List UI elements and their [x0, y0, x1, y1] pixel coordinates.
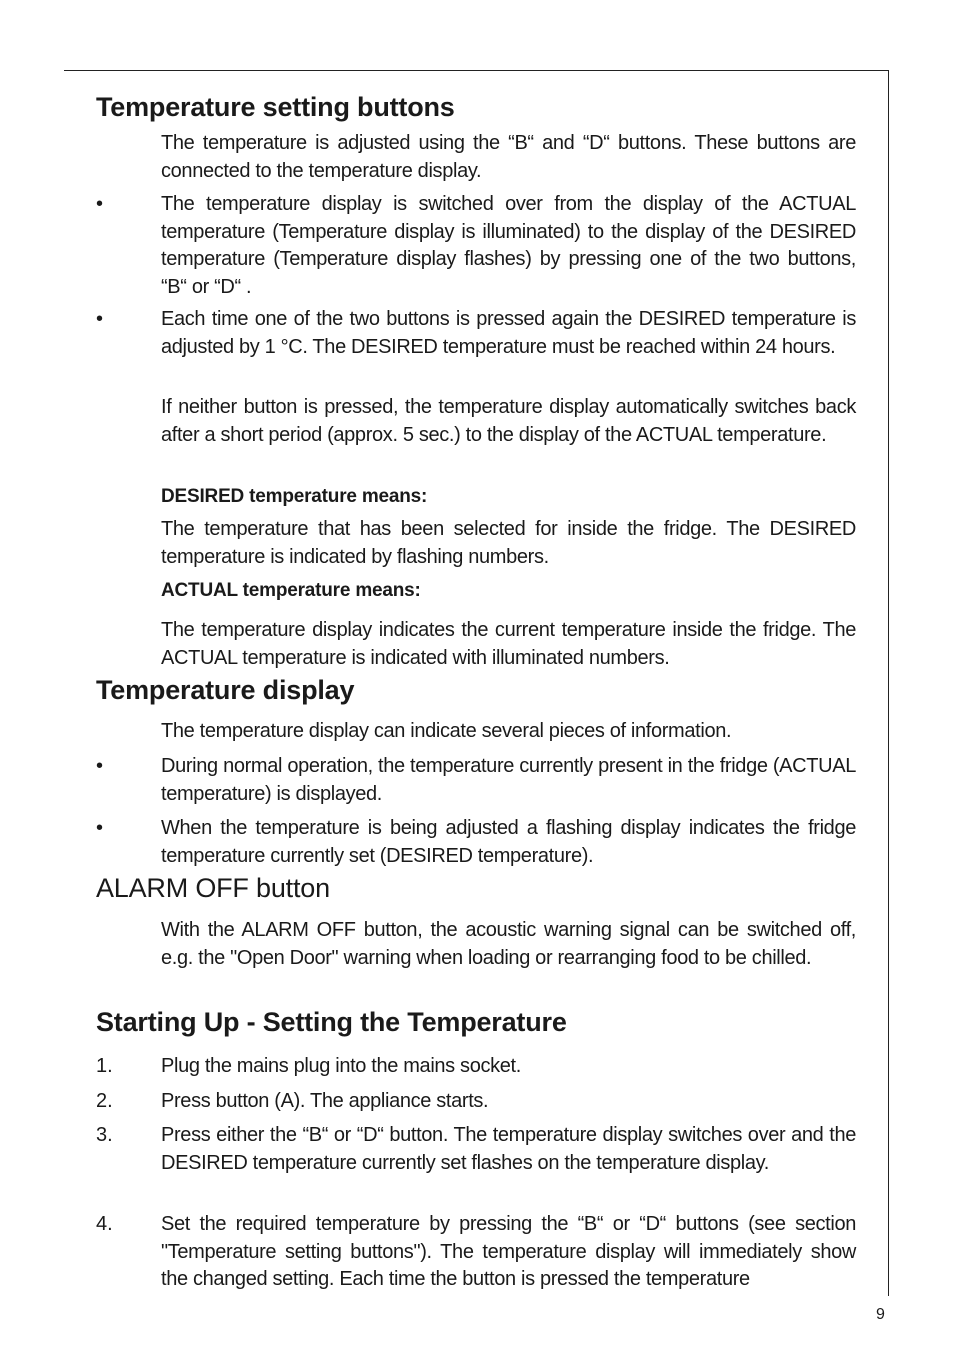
step-number: 4.	[96, 1213, 113, 1235]
bullet-marker: •	[96, 817, 104, 839]
bullet-item: When the temperature is being adjusted a flashing display indicates the fridge temperature currently set (DESIRED temperature).	[161, 817, 856, 867]
bullet-item: The temperature display is switched over from the display of the ACTUAL temperature (Temperature display is illuminated) to the display of the DESIRED temperature (Temperature display flashes) by pressing one of the two buttons, “B“ or “D“ .	[161, 193, 856, 298]
bullet-item: Each time one of the two buttons is pressed again the DESIRED temperature is adjusted by 1 °C. The DESIRED temperature must be reached within 24 hours.	[161, 308, 856, 358]
heading-alarm-off-button: ALARM OFF button	[96, 873, 330, 903]
step-text: Press either the “B“ or “D“ button. The temperature display switches over and the DESIRED temperature currently set flashes on the temperature display.	[161, 1124, 856, 1174]
top-rule	[64, 70, 889, 71]
paragraph-display-intro: The temperature display can indicate several pieces of information.	[161, 720, 732, 742]
heading-temperature-setting-buttons: Temperature setting buttons	[96, 92, 455, 122]
paragraph-auto-switch-back: If neither button is pressed, the temperature display automatically switches back after a short period (approx. 5 sec.) to the display of the ACTUAL temperature.	[161, 396, 856, 446]
paragraph-intro-buttons: The temperature is adjusted using the “B“ and “D“ buttons. These buttons are connected to the temperature display.	[161, 132, 856, 182]
step-text: Plug the mains plug into the mains socket.	[161, 1055, 521, 1077]
step-number: 3.	[96, 1124, 113, 1146]
bullet-marker: •	[96, 308, 104, 330]
bullet-marker: •	[96, 755, 104, 777]
subheading-actual-temperature: ACTUAL temperature means:	[161, 580, 421, 601]
step-text: Press button (A). The appliance starts.	[161, 1090, 489, 1112]
heading-starting-up: Starting Up - Setting the Temperature	[96, 1007, 567, 1037]
paragraph-alarm-off: With the ALARM OFF button, the acoustic warning signal can be switched off, e.g. the "Open Door" warning when loading or rearranging food to be chilled.	[161, 919, 856, 969]
paragraph-actual-temperature: The temperature display indicates the current temperature inside the fridge. The ACTUAL temperature is indicated with illuminated numbers.	[161, 619, 856, 669]
bullet-item: During normal operation, the temperature currently present in the fridge (ACTUAL temperature) is displayed.	[161, 755, 856, 805]
subheading-desired-temperature: DESIRED temperature means:	[161, 486, 428, 507]
step-text: Set the required temperature by pressing the “B“ or “D“ buttons (see section "Temperature setting buttons"). The temperature display will immediately show the changed setting. Each time the button is pressed the temperature	[161, 1213, 856, 1290]
heading-temperature-display: Temperature display	[96, 675, 355, 705]
paragraph-desired-temperature: The temperature that has been selected for inside the fridge. The DESIRED temperature is indicated by flashing numbers.	[161, 518, 856, 568]
right-rule	[888, 70, 889, 1296]
step-number: 1.	[96, 1055, 113, 1077]
page-number: 9	[876, 1306, 885, 1323]
bullet-marker: •	[96, 193, 104, 215]
step-number: 2.	[96, 1090, 113, 1112]
